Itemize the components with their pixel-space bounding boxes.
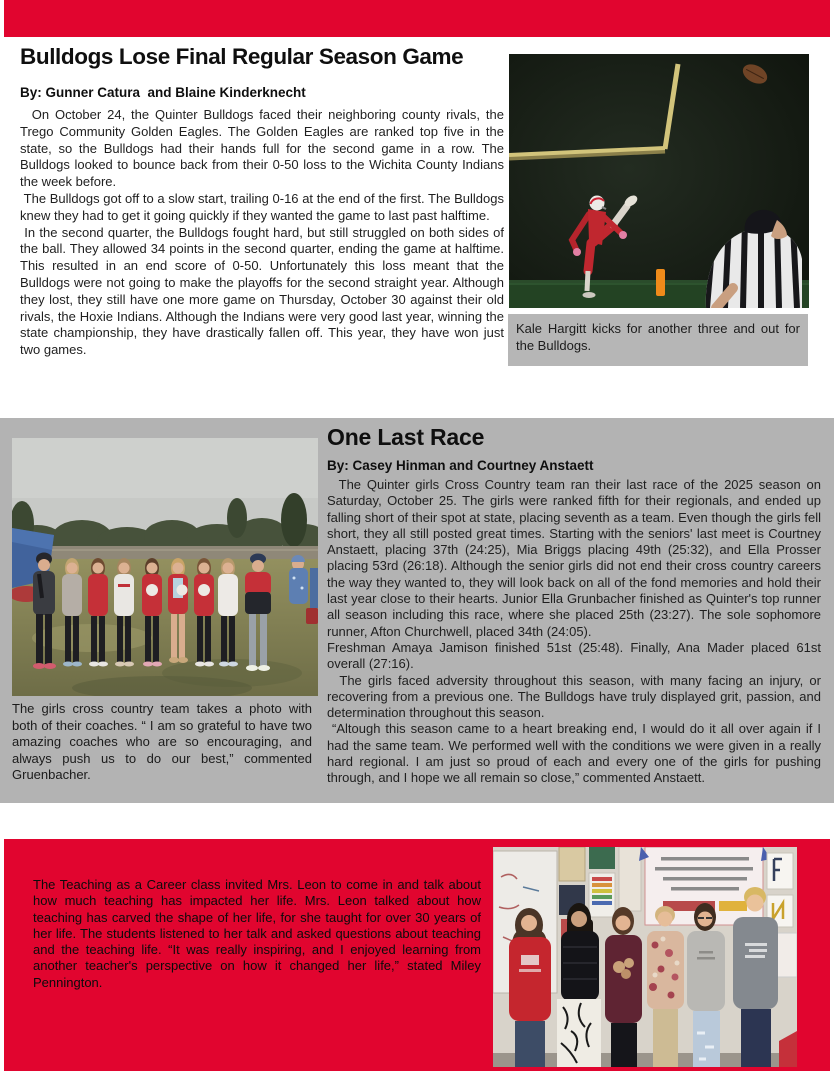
article2-title: One Last Race (327, 424, 485, 450)
paragraph: In the second quarter, the Bulldogs fought hard, but still struggled on both sides of the ball. They allowed 34 points in the second quarter, ending the game at halftime. This resulted in an end score of 0-50. Unfortunately this loss meant that the Bulldogs were not going to make the playoffs for the second straight year. Although they lost, they still have one more game on Thursday, October 30 against their old rivals, the Hoxie Indians. Although the Indians were very good last year, winning the state championship, they have drastically fallen off. This year, they have won just two games. (20, 224, 508, 358)
paragraph: The Quinter girls Cross Country team ran their last race of the 2025 season on Saturday, October 25. The girls were ranked fifth for their regionals, and ended up falling short of their spot at state, placing seventh as a team. Even though the girls fell short, they all still posted great times. Starting with the seniors' last meet is Courtney Anstaett, placing 37th (24:25), Mia Briggs placing 49th (25:32), and Ella Prosser placing 53rd (26:18). Although the senior girls did not end their cross country careers the way they wanted to, they will look back on all of the fond memories and hold their last year close to their hearts. Junior Ella Grunbacher finished as Quinter's top runner all season including this race, where she placed 25th (23:27). The sole sophomore runner, Afton Churchwell, placed 34th (24:05). (327, 477, 825, 639)
cross-country-team-photo (12, 438, 318, 696)
paragraph: The Bulldogs got off to a slow start, trailing 0-16 at the end of the first. The Bulldogs knew they had to get it going quickly if they wanted the game to last past halftime. (20, 190, 508, 223)
paragraph: On October 24, the Quinter Bulldogs faced their neighboring county rivals, the Trego Community Golden Eagles. The Golden Eagles are ranked top five in the state, so the Bulldogs had their hands full for the second game in a row. The Bulldogs looked to bounce back from their 0-50 loss to the Wichita County Indians the week before. (20, 107, 508, 190)
cross-country-photo-caption: The girls cross country team takes a photo with both of their coaches. “ I am so grateful to have two amazing coaches who are so encouraging, and always push us to do our best,” commented Gruenbacher. (12, 701, 316, 783)
top-red-banner (4, 0, 830, 37)
article3-paragraph: The Teaching as a Career class invited Mrs. Leon to come in and talk about how much teaching has impacted her life. Mrs. Leon talked about how teaching has carved the shape of her life, for she taught for over 30 years of her life. The students listened to her talk and asked questions about teaching and the teaching life. “It was really inspiring, and I enjoyed learning from another teacher's perspective on how it changed her life,” stated Miley Pennington. (33, 877, 481, 990)
paragraph: “Altough this season came to a heart breaking end, I would do it all over again if I had the same team. We performed well with the conditions we were given in a really hard regional. I am just so proud of each and every one of the girls for pushing through, and I hope we all remain so close,” commented Anstaett. (327, 721, 825, 786)
article2-body (327, 477, 825, 787)
teaching-class-photo (493, 847, 797, 1067)
teaching-section (4, 839, 830, 1071)
article2-byline: By: Casey Hinman and Courtney Anstaett (327, 458, 594, 473)
football-photo-caption: Kale Hargitt kicks for another three and out for the Bulldogs. (508, 314, 808, 366)
football-kick-photo (509, 54, 809, 308)
race-section (0, 418, 834, 803)
article1-byline: By: Gunner Catura and Blaine Kinderknecht (20, 85, 306, 100)
paragraph: Freshman Amaya Jamison finished 51st (25:48). Finally, Ana Mader placed 61st overall (27:16). (327, 639, 825, 672)
article1-body (20, 107, 508, 359)
article1-title: Bulldogs Lose Final Regular Season Game (20, 44, 464, 69)
paragraph: The girls faced adversity throughout this season, with many facing an injury, or recovering from a previous one. The Bulldogs have truly displayed grit, passion, and determination throughout this season. (327, 672, 825, 721)
